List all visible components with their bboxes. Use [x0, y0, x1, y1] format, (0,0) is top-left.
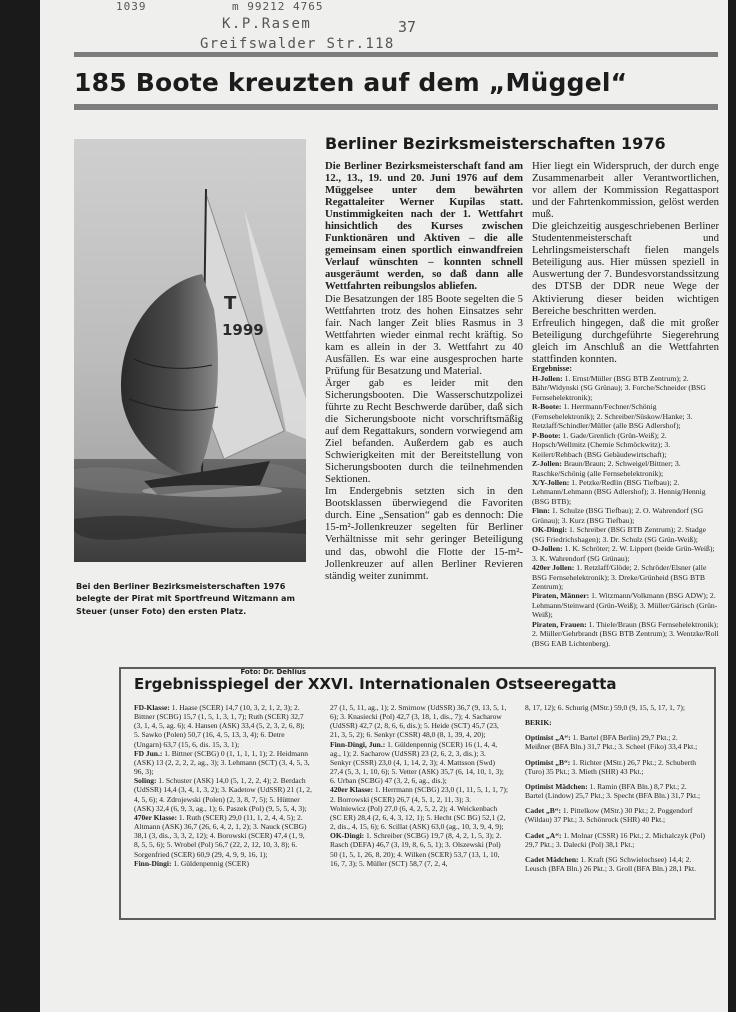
stamp-address: Greifswalder Str.118 [200, 36, 395, 52]
headline: 185 Boote kreuzten auf dem „Müggel“ [74, 68, 628, 97]
result-entry [134, 776, 312, 813]
result-text: 1. Pittelkow (MStr.) 30 Pkt.; 2. Poggendorf (Wildau) 37 Pkt.; 3. Schönrock (SHR) 40 Pkt.; [525, 806, 693, 825]
stamp-name: K.P.Rasem [222, 16, 312, 32]
class-name: Soling: [134, 776, 157, 786]
result-text: 1. Schreiber (SCBG) 19,7 (8, 4, 2, 1, 5, 3); 2. Rasch (DEFA) 46,7 (3, 19, 8, 6, 5, 1); 3. Olszewski (Pol) 50 (1, 5, 1, 26, 8, 20); 4. Wilken (SCER) 53,7 (13, 1, 10, 16, 7, 3); 5. Müller (SCT) 58,7 (7, 2, 4, [330, 831, 502, 868]
result-text: 1. Witzmann/Volkmann (BSG ADW); 2. Lehmann/Steinward (Grün-Weiß); 3. Müller/Gärisch (Grün-Weiß); [532, 591, 718, 620]
article-paragraph: Erfreulich hingegen, daß die mit großer Beteiligung durchgeführte Siegerehrung gleich im Anschluß an die Wettfahrten stattfinden konnten. [532, 316, 719, 365]
result-entry [532, 459, 719, 478]
result-entry [134, 703, 312, 749]
result-text: 1. Retzlaff/Glöde; 2. Schröder/Elsner (alle BSG Fernsehelektronik); 3. Dreke/Grünheid (BSG BTB Zentrum); [532, 563, 707, 591]
article-paragraph: Die gleichzeitig ausgeschriebenen Berliner Studentenmeisterschaft und Lehrlingsmeisterschaft fielen mangels Beteiligung aus. Hier müssen speziell in Auswertung der 7. Bundesvorstandssitzung des DTSB der DDR neue Wege der Aktivierung dieser beiden wichtigen Bereiche beschritten werden. [532, 220, 719, 317]
result-text: 1. Herrmann/Fechner/Schönig (Fernsehelektronik); 2. Schreiber/Süskow/Hanke; 3. Retzlaff/Schindler/Müller (alle BSG Adlershof); [532, 402, 693, 431]
result-text: 1. Molnar (CSSR) 16 Pkt.; 2. Michalczyk (Pol) 29,7 Pkt.; 3. Dalecki (Pol) 38,1 Pkt.; [525, 830, 705, 849]
result-text: 1. Bartel (BFA Berlin) 29,7 Pkt.; 2. Meißner (BFA Bln.) 31,7 Pkt.; 3. Scheel (Fiko) 33,4 Pkt.; [525, 733, 698, 752]
class-name: Finn-Dingi, Jun.: [330, 739, 386, 749]
result-entry [330, 785, 508, 831]
result-entry [134, 813, 312, 859]
regatta-entry: 8, 17, 12); 6. Schurig (MStr.) 59,0 (9, 15, 5, 17, 1, 7); [525, 703, 685, 712]
result-text: 1. Thiele/Braun (BSG Fernsehelektronik); 2. Müller/Gehrbrandt (BSG BTB Zentrum); 3. Wentzke/Roll (BSG EAB Lichtenberg). [532, 619, 719, 648]
class-name: OK-Dingi: [330, 831, 365, 841]
result-entry [532, 506, 719, 525]
result-text: 1. Richter (MStr.) 26,7 Pkt.; 2. Schuberth (Turo) 35 Pkt.; 3. Mieth (SHR) 43 Pkt.; [525, 757, 697, 776]
result-entry [330, 831, 508, 868]
photo-credit: Foto: Dr. Dehlius [240, 668, 306, 676]
headline-rule-bottom [74, 104, 718, 110]
photo-caption: Bei den Berliner Bezirksmeisterschaften 1976 belegte der Pirat mit Sportfreund Witzmann am Steuer (unser Foto) den ersten Platz. [76, 581, 295, 616]
result-entry [532, 591, 719, 619]
result-text: 1. Güldenpennig (SCER) 16 (1, 4, 4, ag., 1); 2. Sacharow (UdSSR) 23 (2, 6, 2, 3, dis.); 3. Senkyr (CSSR) 23,0 (4, 1, 14, 2, 3); 4. Mattsson (Swd) 27,4 (5, 3, 1, 10, 6); 5. Vetter (ASK) 35,7 (6, 14, 10, 1, 3); 6. Urban (SCBG) 47 (3, 2, 6, ag., dis.); [330, 739, 504, 786]
result-entry [525, 782, 705, 800]
stamp-code: m 99212 4765 [232, 0, 324, 13]
result-text: 1. Haase (SCER) 14,7 (10, 3, 2, 1, 2, 3); 2. Bittner (SCBG) 15,7 (1, 5, 1, 3, 1, 7); Ruth (SCER) 32,7 (3, 1, 4, 5, ag. 6); 4. Hansen (ASK) 33,4 (5, 2, 3, 2, 6, 8); 5. Sawko (Polen) 50,7 (16, 4, 5, 13, 3, 4); 6. Detre (Ungarn) 63,7 (15, 6, dis. 15, 3, 1); [134, 703, 305, 749]
class-name: X/Y-Jollen: [532, 477, 570, 487]
headline-rule-top [74, 52, 718, 57]
result-entry [525, 831, 705, 849]
regatta-results-title: Ergebnisspiegel der XXVI. Internationalen Ostseeregatta [134, 675, 617, 693]
result-text: 1. Gade/Grenlich (Grün-Weiß); 2. Hopsch/Wellmitz (Chemie Schmöckwitz); 3. Keilert/Rehbach (BSG Gebäudewirtschaft); [532, 430, 671, 459]
bezirk-results [532, 374, 719, 648]
sail-letter: T [224, 293, 237, 314]
regatta-column-3 [525, 703, 705, 873]
article-paragraph: Die Besatzungen der 185 Boote segelten die 5 Wettfahrten trotz des hohen Einsatzes sehr fair. Nach langer Zeit blies Rasmus in 3 Wettfahrten wieder einmal recht kräftig. So kam es allein in der 3. Wettfahrt zu 40 Ausfällen. Es war eine ausgesprochen harte Prüfung für Besatzung und Material. [325, 292, 523, 377]
result-entry [532, 563, 719, 591]
class-name: Finn-Dingi: [134, 858, 172, 868]
result-entry [532, 544, 719, 563]
result-text: 1. Herrmann (SCBG) 23,0 (1, 11, 5, 1, 1, 7); 2. Borrowski (SCER) 26,7 (4, 5, 1, 2, 11, 3); 3. Wolniewicz (Pol) 27,0 (6, 4, 2, 5, 2, 2); 4. Weickenbach (SC ER) 28,4 (2, 6, 4, 3, 12, 1); 5. Hecht (SC BG) 52,1 (2, 2, dis., 4, 15, 6); 6. Scillat (ASK) 63,0 (ag., 10, 3, 9, 4, 9); [330, 785, 508, 832]
class-name: Optimist „A“: [525, 733, 571, 743]
result-text: 1. Schulze (BSG Tiefbau); 2. O. Wahrendorf (SG Grünau); 3. Kurz (BSG Tiefbau); [532, 506, 704, 525]
article-paragraph: Im Endergebnis setzten sich in den Bootsklassen überwiegend die Favoriten durch. Eine „Sensation“ gab es dennoch: Die 15-m²-Jollenkreuzer segelten für Berliner Verhältnisse mit sehr geringer Beteiligung und das, obwohl die Flotte der 15-m²-Jollenkreuzer auf allen Berliner Revieren ständig weiter zunimmt. [325, 485, 523, 582]
class-name: Cadet Mädchen: [525, 854, 579, 864]
result-entry [532, 431, 719, 459]
result-text: 1. K. Schröter; 2. W. Lippert (beide Grün-Weiß); 3. K. Wahrendorf (SG Grünau); [532, 544, 715, 563]
class-name: Finn: [532, 506, 550, 516]
class-name: P-Boote: [532, 430, 561, 440]
class-name: FD-Klasse: [134, 703, 170, 712]
class-name: Z-Jollen: [532, 459, 562, 469]
class-name: Cadet „B“: [525, 806, 562, 816]
stamp-number: 1039 [116, 0, 147, 13]
article-column-1 [325, 160, 523, 582]
class-name: 420er Klasse: [330, 785, 373, 795]
result-entry [525, 733, 705, 751]
result-text: 1. Ernst/Müller (BSG BTB Zentrum); 2. Bähr/Widynski (SG Grünau); 3. Forche/Schneider (BSG Fernsehelektronik); [532, 374, 706, 402]
regatta-column-2 [330, 703, 508, 868]
result-text: 1. Ruth (SCER) 29,0 (11, 1, 2, 4, 4, 5); 2. Altmann (ASK) 36,7 (26, 6, 4, 2, 1, 2); 3. Nauck (SCBG) 38,1 (3, dis., 3, 3, 2, 12); 4. Borowski (SCER) 47,4 (1, 9, 8, 5, 5, 6); 5. Wrobel (Pol) 56,7 (22, 2, 12, 10, 3, 8); 6. Sorgenfried (SCER) 60,9 (29, 4, 9, 9, 16, 1); [134, 812, 307, 859]
class-name: 420er Jollen: [532, 563, 575, 573]
sail-number: 1999 [222, 321, 264, 339]
result-entry [134, 749, 312, 776]
result-entry [532, 525, 719, 544]
result-text: 1. Petzke/Redlin (BSG Tiefbau); 2. Lehmann/Lehmann (BSG Adlershof); 3. Hennig/Hennig (BSG BTB); [532, 477, 706, 506]
regatta-column-1 [134, 703, 312, 868]
result-text: 27 (1, 5, 11, ag., 1); 2. Smirnow (UdSSR) 36,7 (9, 13, 5, 1, 6); 3. Knasiecki (Pol) 42,7 (3, 18, 1, dis., 7); 4. Sacharow (UdSSR) 42,7 (2, 8, 6, 6, dis.); 5. Heide (SCT) 45,7 (23, 21, 3, 5, 2); 6. Senkyr (CSSR) 48,0 (8, 1, 39, 4, 20); [330, 703, 507, 740]
class-name: Piraten, Frauen: [532, 619, 587, 629]
class-name: Optimist „B“: [525, 757, 571, 767]
result-text: 1. Bittner (SCBG) 0 (1, 1, 1, 1, 1); 2. Heidmann (ASK) 13 (2, 2, 2, 2, ag., 3); 3. Lehmann (SCT) (3, 4, 5, 3, 96, 3); [134, 748, 310, 777]
results-label: Ergebnisse: [532, 364, 572, 373]
stamp-page: 37 [398, 18, 417, 36]
result-text: 1. Schuster (ASK) 14,0 (5, 1, 2, 2, 4); 2. Berdach (UdSSR) 14,4 (3, 4, 1, 3, 2); 3. Kadetow (UdSSR) 21 (1, 2, 4, 5, 6); 4. Zdrojewski (Polen) (2, 3, 8, 7, 5); 5. Hüttner (ASK) 32,4 (6, 9, 3, ag., 1); 6. Paszek (Pol) (9, 5, 5, 4, 3); [134, 776, 312, 813]
result-text: 1. Schreiber (BSG BTB Zentrum); 2. Stadge (SG Friedrichshagen); 3. Dr. Schulz (SG Grün-Weiß); [532, 525, 707, 544]
regatta-subsection-label: BERIK: [525, 718, 552, 728]
result-text: 1. Ramin (BFA Bln.) 8,7 Pkt.; 2. Bartel (Lindow) 25,7 Pkt.; 3. Specht (BFA Bln.) 31,7 Pkt.; [525, 781, 701, 801]
result-entry [532, 402, 719, 430]
result-text: 1. Güldenpennig (SCER) [171, 858, 250, 868]
class-name: H-Jollen: [532, 374, 563, 383]
article-paragraph: Hier liegt ein Widerspruch, der durch enge Zusammenarbeit aller Verantwortlichen, vor allem der Kommission Regattasport und der Fahrtenkommission, gelöst werden muß. [532, 160, 719, 221]
article-column-2 [532, 160, 719, 365]
class-name: Optimist Mädchen: [525, 781, 588, 791]
class-name: FD Jun.: [134, 748, 163, 758]
article-heading: Berliner Bezirksmeisterschaften 1976 [325, 134, 666, 153]
class-name: O-Jollen: [532, 544, 563, 554]
result-text: 1. Kraft (SG Schwielochsee) 14,4; 2. Leusch (BFA Bln.) 26 Pkt.; 3. Groll (BFA Bln.) 28,1 Pkt. [525, 854, 696, 874]
result-text: Braun/Braun; 2. Schweigel/Bittner; 3. Raschke/Schönig (alle Fernsehelektronik); [532, 459, 681, 478]
class-name: Piraten, Männer: [532, 591, 590, 601]
result-entry [532, 620, 719, 648]
result-entry [330, 703, 508, 740]
article-intro: Die Berliner Bezirksmeisterschaft fand am 12., 13., 19. und 20. Juni 1976 auf dem Müggelsee unter dem bewährten Regattaleiter Werner Kupilas statt. Unstimmigkeiten nach der 1. Wettfahrt hinsichtlich des Kurses zwischen Funktionären und Aktiven – die alle gemeinsam einen sportlich einwandfreien Verlauf wünschten – konnten schnell ausgeräumt werden, so daß dann alle Wettfahrten reibungslos abliefen. [325, 160, 523, 293]
result-entry [532, 478, 719, 506]
class-name: R-Boote: [532, 402, 562, 412]
result-entry [525, 806, 705, 824]
class-name: 470er Klasse: [134, 812, 177, 822]
sailboat-photo [74, 139, 306, 562]
result-entry [532, 374, 719, 402]
result-entry [134, 859, 312, 868]
result-entry [330, 740, 508, 786]
class-name: Cadet „A“: [525, 830, 562, 840]
result-entry [525, 758, 705, 776]
class-name: OK-Dingi: [532, 525, 568, 535]
result-entry [525, 855, 705, 873]
article-paragraph: Ärger gab es leider mit den Sicherungsbooten. Die Wasserschutzpolizei führte zu Recht Beschwerde darüber, daß sich die Sicherungsboote nicht vorschriftsmäßig auf dem Regattakurs, sondern vorwiegend am Ziel befanden. Außerdem gab es auch Schwierigkeiten mit der Bereitstellung von Sicherungsbooten durch die teilnehmenden Sektionen. [325, 376, 523, 486]
